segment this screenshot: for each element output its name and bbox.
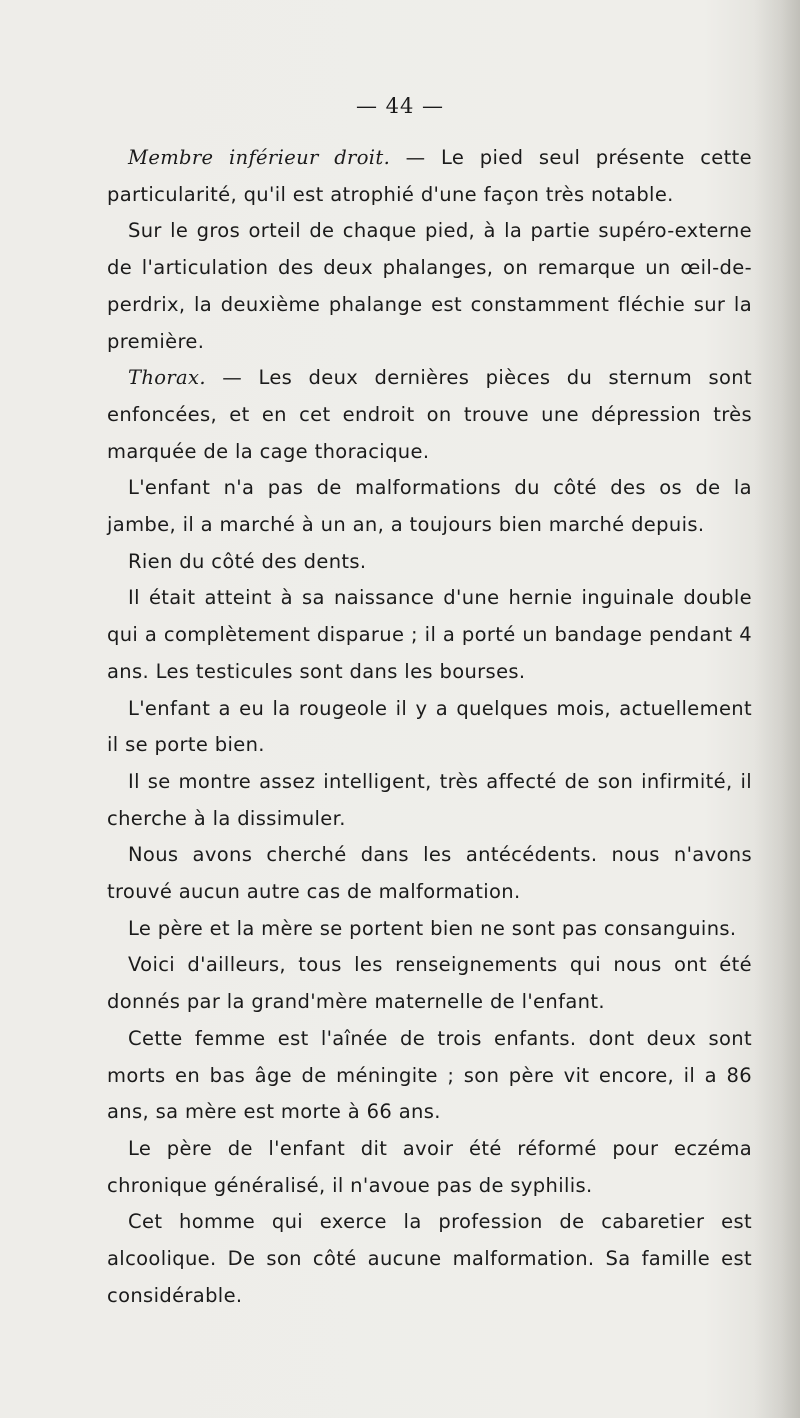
paragraph-text: Cette femme est l'aînée de trois enfants. dont deux sont morts en bas âge de méningite ; son père vit encore, il a 86 ans, sa mère est morte à 66 ans. xyxy=(107,1026,752,1124)
paragraph-parents xyxy=(107,911,752,948)
page-edge-shadow xyxy=(754,0,800,1418)
paragraph-text: Sur le gros orteil de chaque pied, à la partie supéro-externe de l'articulation des deux phalanges, on remarque un œil-de-perdrix, la deuxième phalange est constamment fléchie sur la première. xyxy=(107,219,752,353)
paragraph-text: L'enfant n'a pas de malformations du côté des os de la jambe, il a marché à un an, a toujours bien marché depuis. xyxy=(107,476,752,537)
body-text xyxy=(107,140,752,1315)
paragraph-rougeole xyxy=(107,691,752,764)
paragraph-thorax xyxy=(107,360,752,470)
paragraph-cabaretier xyxy=(107,1204,752,1314)
paragraph-text: Nous avons cherché dans les antécédents. nous n'avons trouvé aucun autre cas de malformation. xyxy=(107,843,752,904)
paragraph-pere-eczema xyxy=(107,1131,752,1204)
section-label: Thorax. xyxy=(128,366,206,390)
paragraph-text: Le père et la mère se portent bien ne sont pas consanguins. xyxy=(128,916,737,940)
paragraph-text: — Le pied seul présente cette particularité, qu'il est atrophié d'une façon très notable. xyxy=(107,146,752,206)
paragraph-malformations-jambe xyxy=(107,470,752,543)
paragraph-text: Le père de l'enfant dit avoir été réformé pour eczéma chronique généralisé, il n'avoue pas de syphilis. xyxy=(107,1136,752,1197)
paragraph-text: Il était atteint à sa naissance d'une hernie inguinale double qui a complètement disparue ; il a porté un bandage pendant 4 ans. Les testicules sont dans les bourses. xyxy=(107,586,752,683)
paragraph-intelligence xyxy=(107,764,752,837)
paragraph-antecedents xyxy=(107,837,752,910)
paragraph-hernie xyxy=(107,580,752,690)
paragraph-gros-orteil xyxy=(107,213,752,360)
paragraph-membre-inferieur xyxy=(107,140,752,213)
paragraph-text: Rien du côté des dents. xyxy=(128,549,367,573)
paragraph-text: Voici d'ailleurs, tous les renseignements qui nous ont été donnés par la grand'mère maternelle de l'enfant. xyxy=(107,953,752,1014)
paragraph-dents xyxy=(107,544,752,581)
paragraph-text: — Les deux dernières pièces du sternum sont enfoncées, et en cet endroit on trouve une dépression très marquée de la cage thoracique. xyxy=(107,366,752,463)
paragraph-text: L'enfant a eu la rougeole il y a quelques mois, actuellement il se porte bien. xyxy=(107,696,752,757)
paragraph-text: Cet homme qui exerce la profession de cabaretier est alcoolique. De son côté aucune malformation. Sa famille est considérable. xyxy=(107,1210,752,1307)
paragraph-text: Il se montre assez intelligent, très affecté de son infirmité, il cherche à la dissimuler. xyxy=(107,769,752,830)
section-label: Membre inférieur droit. xyxy=(128,146,391,169)
page-number: — 44 — xyxy=(355,94,445,118)
paragraph-grand-mere xyxy=(107,1021,752,1131)
paragraph-renseignements xyxy=(107,947,752,1020)
